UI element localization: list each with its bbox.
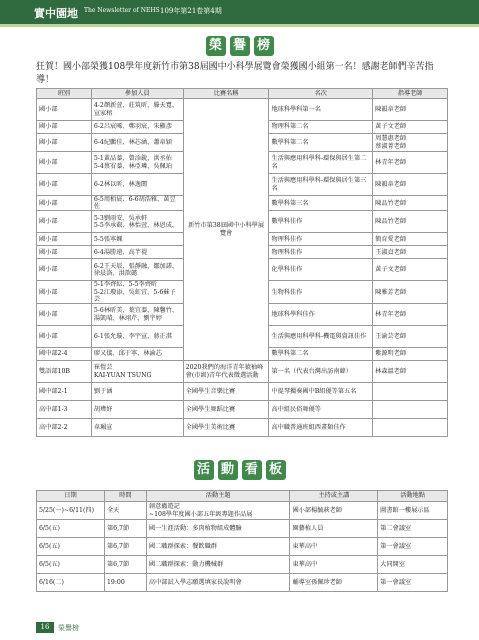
table-cell: 陳品竹老師: [373, 196, 448, 211]
events-header-cell: 日期: [37, 491, 105, 502]
table-cell: 國小部: [37, 99, 92, 121]
table-cell: 2020我們的海洋青年猿袖峰會(市級)青年代表徵選活動: [183, 361, 269, 383]
table-cell: 崔愷芸 KAI-YUAN TSUNG: [91, 361, 183, 383]
events-header-cell: 活動主題: [146, 491, 290, 502]
table-cell: 第一名（代表台灣出訪南韓）: [269, 361, 373, 383]
table-cell: 第一會議室: [378, 574, 448, 592]
table-cell: 黃子文老師: [373, 259, 448, 281]
table-cell: 高中部試入學志願選填家長說明會: [146, 574, 290, 592]
table-cell: 國小部: [37, 211, 92, 233]
table-cell: 全國學生美術比賽: [183, 419, 269, 437]
table-cell: 高中部2-2: [37, 419, 92, 437]
table-cell: 高中部1-3: [37, 401, 92, 419]
table-cell: 陳韻韋老師: [373, 99, 448, 121]
table-cell: 陳雅芳老師: [373, 281, 448, 304]
table-cell: 6-2王天辰、張靜融、鄒加諾、徐晨洛、洪歆懿: [91, 259, 183, 281]
table-cell: 第6,7節: [104, 556, 146, 574]
table-cell: 國小部: [37, 174, 92, 196]
awards-header-cell: 班別: [37, 89, 92, 99]
table-cell: 王渝芸老師: [373, 326, 448, 348]
table-cell: 第6,7節: [104, 520, 146, 538]
table-cell: 物理科佳作: [269, 233, 373, 246]
table-cell: 6/5(五): [37, 520, 105, 538]
table-cell: 第二會議室: [378, 520, 448, 538]
table-cell: 6-2呂宸晞、鄭羽宸、朱顯彥: [91, 121, 183, 134]
table-cell: 生活與應用科學科-環保與居生第二名: [269, 152, 373, 174]
table-cell: 國小部: [37, 281, 92, 304]
table-row: [37, 538, 448, 556]
table-cell: 數學科第三名: [269, 196, 373, 211]
table-cell: 大同開室: [378, 556, 448, 574]
table-cell: 國小部: [37, 233, 92, 246]
awards-body: [37, 99, 448, 437]
table-cell: 國小部: [37, 246, 92, 259]
table-cell: 6/16(二): [37, 574, 105, 592]
table-cell: 6-4紀鵬佳、林芯涵、蕭韋穎: [91, 134, 183, 152]
table-cell: 陳韻韋老師: [373, 174, 448, 196]
table-cell: 林青年老師: [373, 152, 448, 174]
honor-title-char: 譽: [230, 36, 250, 56]
table-cell: 5-1李齊紜、5-5李齊昕 5-2江瓊添、吳虹宜、5-6蘇子芸: [91, 281, 183, 304]
table-cell: 6/5(五): [37, 538, 105, 556]
table-cell: 簡育愛老師: [373, 233, 448, 246]
table-cell: 黃子文老師: [373, 121, 448, 134]
table-cell: 生物科佳作: [269, 281, 373, 304]
table-cell: 國中部2-1: [37, 383, 92, 401]
table-row: [37, 502, 448, 520]
activity-title-char: 動: [218, 460, 238, 480]
table-cell: 5-3劉雨安、吳承軒 5-5李承叡、林怡萱、林恩成、: [91, 211, 183, 233]
table-cell: 化學科佳作: [269, 259, 373, 281]
table-row: [37, 419, 448, 437]
events-header-cell: 主持或主講: [290, 491, 378, 502]
table-cell: 圖書館一樓展示區: [378, 502, 448, 520]
table-cell: 紫源明老師: [373, 348, 448, 361]
table-cell: 生活與應用科學科-環保與居生第三名: [269, 174, 373, 196]
table-cell: 劉于涵: [91, 383, 183, 401]
table-cell: 全國學生舞蹈比賽: [183, 401, 269, 419]
page-header: [0, 0, 479, 24]
table-row: [37, 401, 448, 419]
table-cell: 國二職群探索：動力機械群: [146, 556, 290, 574]
table-cell: 數學科第二名: [269, 134, 373, 152]
table-row: [37, 556, 448, 574]
table-cell: 國小部: [37, 134, 92, 152]
awards-table: [36, 88, 448, 437]
table-cell: 國小部: [37, 196, 92, 211]
table-cell: 19:00: [104, 574, 146, 592]
table-cell: 國小部: [37, 259, 92, 281]
table-cell: 第一會議室: [378, 538, 448, 556]
events-header-row: [37, 491, 448, 502]
table-cell: 雙語部10B: [37, 361, 92, 383]
page-footer: [36, 622, 448, 633]
table-cell: 5/25(一)~6/11(四): [37, 502, 105, 520]
table-cell: 國中部2-4: [37, 348, 92, 361]
header-issue: 109年第21卷第4期: [160, 7, 222, 15]
table-cell: 國一生涯活動：多肉植物組成體驗: [146, 520, 290, 538]
table-cell: [373, 401, 448, 419]
honor-title-char: 榜: [254, 36, 274, 56]
table-cell: 第6,7節: [104, 538, 146, 556]
activity-title: [0, 460, 479, 480]
table-row: [37, 574, 448, 592]
table-row: [37, 99, 448, 121]
table-cell: 國小部: [37, 304, 92, 326]
activity-title-char: 活: [194, 460, 214, 480]
table-cell: 地球科學科佳作: [269, 304, 373, 326]
footer-label: 榮譽榜: [58, 624, 79, 632]
table-cell: 6-1張允璇、李宇宣、蔣正淇: [91, 326, 183, 348]
page-number: 16: [36, 622, 54, 633]
table-cell: 數學科佳作: [269, 211, 373, 233]
awards-header-cell: 指導老師: [373, 89, 448, 99]
table-cell: 陳品竹老師: [373, 211, 448, 233]
awards-header-cell: 比賽名稱: [183, 89, 269, 99]
table-cell: 廖又儀、邱于寧、林渝芯: [91, 348, 183, 361]
activity-title-char: 板: [266, 460, 286, 480]
table-cell: 創意蟲遊記 ~108學年度國小部五年級專題作品展: [146, 502, 290, 520]
header-brand: 實中園地: [34, 7, 78, 20]
table-cell: 全國學生音樂比賽: [183, 383, 269, 401]
table-cell: 中提琴獨奏國中B組優等第五名: [269, 383, 373, 401]
table-cell: 5-1黃品蓁、曾添銳、洪丞佑 5-4蔡宥蓁、林亞璘、吳佩珀: [91, 152, 183, 174]
table-cell: 胡瑋妤: [91, 401, 183, 419]
honor-title-char: 榮: [206, 36, 226, 56]
events-header-cell: 活動地點: [378, 491, 448, 502]
table-cell: 生活與應用科學科-機電與資訊佳作: [269, 326, 373, 348]
events-body: [37, 502, 448, 592]
table-row: [37, 383, 448, 401]
table-cell: 輔導室孫佩珍老師: [290, 574, 378, 592]
table-cell: 周慧惠老師 蔡淑菁老師: [373, 134, 448, 152]
table-cell: 6-2林以昕、林逸閬: [91, 174, 183, 196]
activity-title-char: 看: [242, 460, 262, 480]
table-cell: 高中職普通班組西畫類佳作: [269, 419, 373, 437]
table-cell: 國小部: [37, 152, 92, 174]
table-cell: 5-5張寧姵: [91, 233, 183, 246]
table-cell: 王淑貞老師: [373, 246, 448, 259]
events-header-cell: 時間: [104, 491, 146, 502]
header-newsletter: The Newsletter of NEHS: [84, 7, 160, 14]
table-row: [37, 361, 448, 383]
table-cell: 地球科學科第一名: [269, 99, 373, 121]
events-table: [36, 490, 448, 592]
table-cell: 5-6林昕美、葉宜蓁、陳馨竹、湯凱晴、林翊芹、劉宇婷: [91, 304, 183, 326]
table-cell: 物理科佳作: [269, 246, 373, 259]
awards-header-row: [37, 89, 448, 99]
table-cell: 林森溫老師: [373, 361, 448, 383]
table-cell: 物理科第二名: [269, 121, 373, 134]
table-cell: 東華高中: [290, 556, 378, 574]
honor-title: [0, 36, 479, 56]
table-cell: 4-2顏新萱、莊筑昕、滕天寬、宣家榕: [91, 99, 183, 121]
header-stripe: [0, 24, 479, 27]
intro-text: 狂賀！國小部榮獲108學年度新竹市第38屆國中小科學展覽會榮獲國小組第一名！感謝老師們辛苦指導！: [36, 62, 434, 85]
table-cell: 6/5(五): [37, 556, 105, 574]
table-cell: 高中組民俗舞優等: [269, 401, 373, 419]
table-cell: 6-5周栢宸、6-6胡浩雅、黃昱佐: [91, 196, 183, 211]
table-cell: 6-4湯勝遠、高芊褆: [91, 246, 183, 259]
table-cell: 全天: [104, 502, 146, 520]
table-row: [37, 520, 448, 538]
table-cell: [373, 419, 448, 437]
table-cell: 數學科第二名: [269, 348, 373, 361]
table-cell: 新竹市第38屆國中小科學展覽會: [183, 99, 269, 361]
awards-header-cell: 名次: [269, 89, 373, 99]
table-cell: [373, 383, 448, 401]
table-cell: 韋珮宣: [91, 419, 183, 437]
awards-header-cell: 參加人員: [91, 89, 183, 99]
table-cell: 林青年老師: [373, 304, 448, 326]
table-cell: 國小部: [37, 326, 92, 348]
table-cell: 國小部: [37, 121, 92, 134]
table-cell: 國小部楊毓萩老師: [290, 502, 378, 520]
table-cell: 國二職群探索：餐飲職群: [146, 538, 290, 556]
table-cell: 東華高中: [290, 538, 378, 556]
table-cell: 園藝植人員: [290, 520, 378, 538]
